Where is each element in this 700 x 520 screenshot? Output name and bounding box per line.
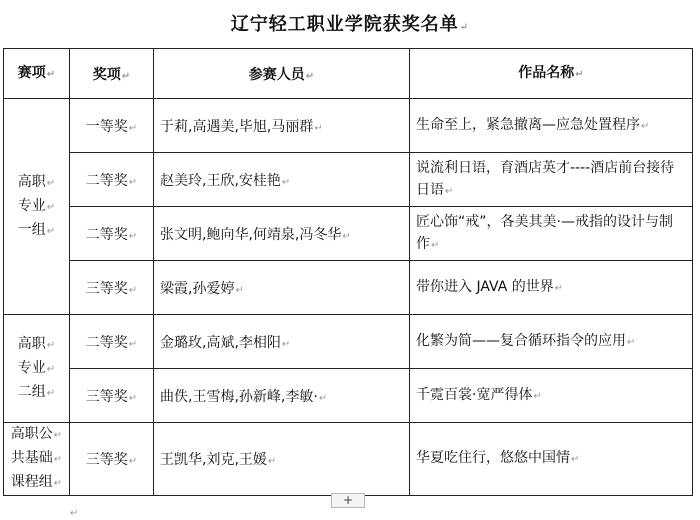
work-title-cell-text: 华夏吃住行，悠悠中国情 xyxy=(416,450,570,466)
work-title-cell-text: 生命至上，紧急撤离—应急处置程序 xyxy=(416,116,640,133)
participants-cell xyxy=(154,315,410,369)
paragraph-mark-icon: ↵ xyxy=(128,392,138,404)
paragraph-mark-icon: ↵ xyxy=(281,338,291,350)
participants-cell-text: 金璐玫,高斌,李相阳 xyxy=(160,334,281,351)
work-title-cell xyxy=(410,207,693,261)
group-name-line: 高职公 xyxy=(10,426,53,442)
header-award: 奖项↵ xyxy=(70,49,154,99)
paragraph-mark-icon: ↵ xyxy=(267,456,277,467)
competition-group-cell xyxy=(4,423,70,496)
work-title-cell xyxy=(410,315,693,369)
participants-cell-text: 赵美玲,王欣,安桂艳 xyxy=(160,172,281,189)
header-participants: 参赛人员↵ xyxy=(154,49,410,99)
paragraph-mark-icon: ↵ xyxy=(342,230,351,242)
add-row-button[interactable]: + xyxy=(331,493,365,508)
header-competition: 赛项↵ xyxy=(4,49,70,99)
document-title-text: 辽宁轻工职业学院获奖名单 xyxy=(230,14,459,35)
paragraph-mark-icon: ↵ xyxy=(46,68,56,80)
paragraph-mark-icon: ↵ xyxy=(121,70,131,82)
award-cell xyxy=(70,315,154,369)
work-title-cell-text: 化繁为简——复合循环指令的应用 xyxy=(416,332,626,349)
group-name-line: 一组 xyxy=(17,221,46,238)
paragraph-mark-icon: ↵ xyxy=(627,336,636,348)
work-title-cell xyxy=(410,369,693,423)
paragraph-mark-icon: ↵ xyxy=(53,478,63,489)
table-row xyxy=(4,261,693,315)
table-header-row xyxy=(4,49,693,99)
award-cell-text: 三等奖 xyxy=(85,388,128,405)
table-row xyxy=(4,369,693,423)
paragraph-mark-icon: ↵ xyxy=(281,176,291,188)
work-title-cell-text: 说流利日语，育酒店英才----酒店前台接待日语 xyxy=(416,159,675,198)
table-row xyxy=(4,207,693,261)
paragraph-mark-icon: ↵ xyxy=(445,185,454,197)
participants-cell xyxy=(154,423,410,496)
work-title-cell-text: 匠心饰“戒”，各美其美·—戒指的设计与制作 xyxy=(416,213,673,252)
award-cell-text: 三等奖 xyxy=(85,452,128,468)
participants-cell xyxy=(154,153,410,207)
award-cell xyxy=(70,207,154,261)
group-name-line: 二组 xyxy=(17,383,46,400)
header-work-title: 作品名称↵ xyxy=(410,49,693,99)
award-cell-text: 二等奖 xyxy=(85,334,128,351)
paragraph-mark-icon: ↵ xyxy=(46,225,56,237)
paragraph-mark-icon: ↵ xyxy=(575,68,584,80)
award-table xyxy=(3,48,693,496)
participants-cell xyxy=(154,369,410,423)
paragraph-mark-icon: ↵ xyxy=(641,120,650,132)
work-title-cell-text: 带你进入 JAVA 的世界 xyxy=(416,278,554,295)
group-name-line: 高职 xyxy=(17,335,46,352)
document-title xyxy=(0,10,700,36)
paragraph-mark-icon: ↵ xyxy=(128,230,138,242)
group-name-line: 专业 xyxy=(17,359,46,376)
table-row xyxy=(4,423,693,496)
paragraph-mark-icon: ↵ xyxy=(128,122,138,134)
award-cell xyxy=(70,261,154,315)
participants-cell-text: 王凯华,刘克,王媛 xyxy=(160,452,267,468)
paragraph-mark-icon: ↵ xyxy=(128,338,138,350)
group-name-line: 共基础 xyxy=(10,450,53,466)
paragraph-mark-icon: ↵ xyxy=(128,456,138,467)
work-title-cell xyxy=(410,99,693,153)
group-name-line: 高职 xyxy=(17,173,46,190)
paragraph-mark-icon: ↵ xyxy=(46,201,56,213)
paragraph-mark-icon: ↵ xyxy=(314,122,323,134)
paragraph-mark-icon: ↵ xyxy=(554,282,564,294)
award-cell xyxy=(70,153,154,207)
participants-cell xyxy=(154,99,410,153)
paragraph-mark-icon: ↵ xyxy=(46,339,56,351)
paragraph-mark-icon: ↵ xyxy=(533,390,542,402)
table-body xyxy=(4,99,693,496)
group-name-line: 专业 xyxy=(17,197,46,214)
award-cell xyxy=(70,369,154,423)
work-title-cell xyxy=(410,153,693,207)
participants-cell xyxy=(154,261,410,315)
competition-group-cell xyxy=(4,99,70,315)
award-cell-text: 二等奖 xyxy=(85,172,128,189)
work-title-cell-text: 千霓百裳·宽严得体 xyxy=(416,386,533,403)
table-row xyxy=(4,315,693,369)
paragraph-mark-icon: ↵ xyxy=(46,387,56,399)
paragraph-mark-icon: ↵ xyxy=(46,363,56,375)
participants-cell-text: 曲佚,王雪梅,孙新峰,李敏· xyxy=(160,388,318,405)
paragraph-mark-icon: ↵ xyxy=(235,284,244,296)
award-cell xyxy=(70,99,154,153)
participants-cell-text: 张文明,鲍向华,何靖泉,冯冬华 xyxy=(160,226,342,243)
paragraph-mark-icon: ↵ xyxy=(571,454,580,465)
paragraph-mark-icon: ↵ xyxy=(53,430,63,441)
table-row xyxy=(4,99,693,153)
award-cell-text: 一等奖 xyxy=(85,118,128,135)
group-name-line: 课程组 xyxy=(10,474,53,490)
paragraph-mark-icon: ↵ xyxy=(46,177,56,189)
work-title-cell xyxy=(410,423,693,496)
paragraph-mark-icon: ↵ xyxy=(128,176,138,188)
paragraph-mark-icon: ↵ xyxy=(70,508,79,519)
competition-group-cell xyxy=(4,315,70,423)
participants-cell-text: 于莉,高遇美,毕旭,马丽群 xyxy=(160,118,314,135)
paragraph-mark-icon: ↵ xyxy=(459,22,470,33)
paragraph-mark-icon: ↵ xyxy=(53,454,63,465)
award-cell-text: 二等奖 xyxy=(85,226,128,243)
participants-cell xyxy=(154,207,410,261)
award-cell xyxy=(70,423,154,496)
paragraph-mark-icon: ↵ xyxy=(431,239,440,251)
paragraph-mark-icon: ↵ xyxy=(128,284,138,296)
participants-cell-text: 梁霞,孙爱婷 xyxy=(160,280,235,297)
work-title-cell xyxy=(410,261,693,315)
award-cell-text: 三等奖 xyxy=(85,280,128,297)
paragraph-mark-icon: ↵ xyxy=(318,392,328,404)
paragraph-mark-icon: ↵ xyxy=(305,70,315,82)
table-row xyxy=(4,153,693,207)
